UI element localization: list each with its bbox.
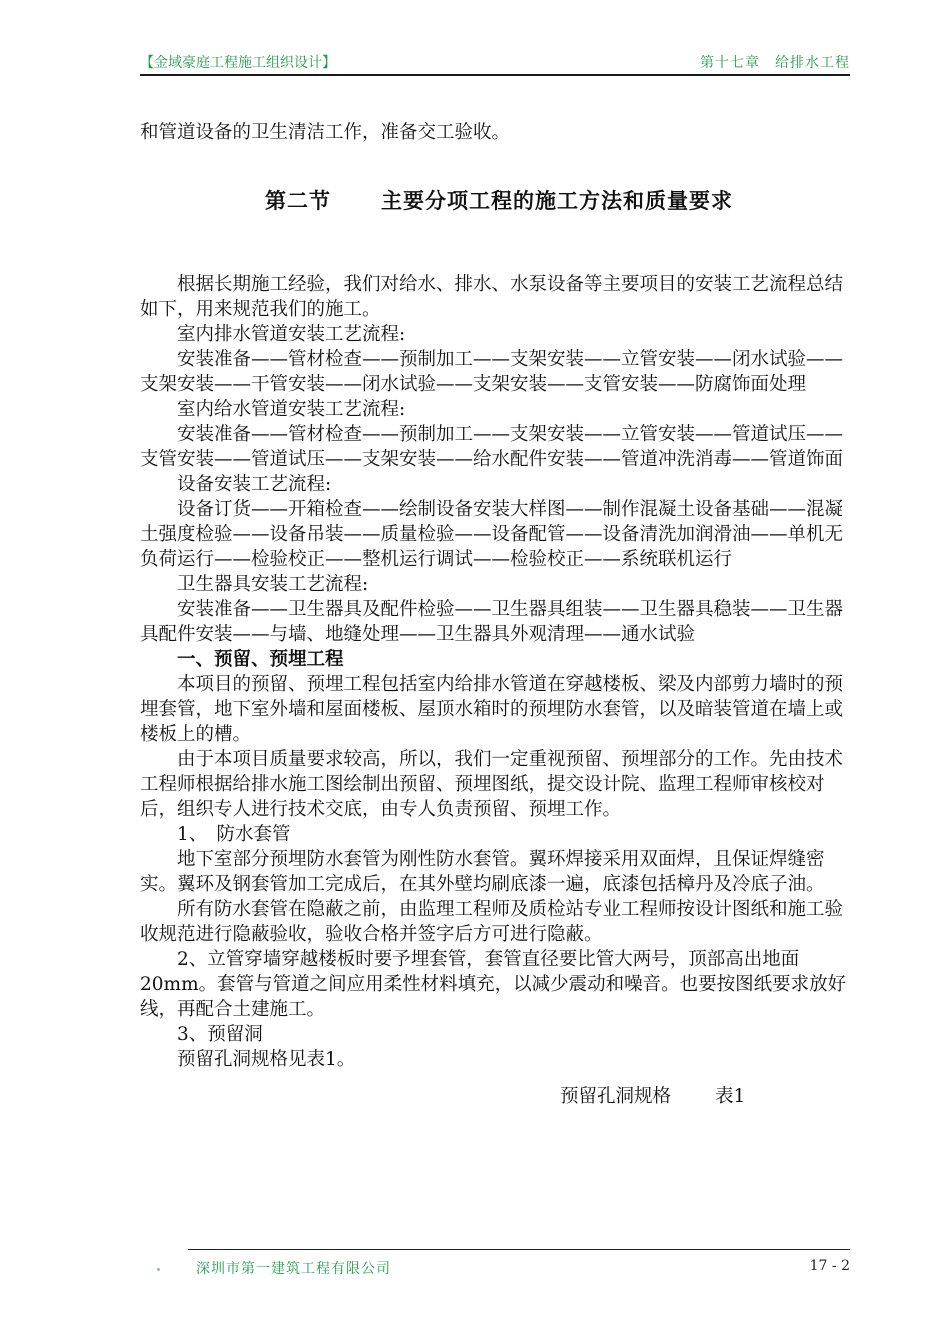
section-heading: 主要分项工程的施工方法和质量要求 <box>381 189 733 213</box>
equipment-flow-heading: 设备安装工艺流程: <box>177 474 332 495</box>
intro-line: 和管道设备的卫生清洁工作，准备交工验收。 <box>140 122 511 143</box>
paragraph-embedding-scope: 本项目的预留、预埋工程包括室内给排水管道在穿越楼板、梁及内部剪力墙时的预埋套管，地下室外墙和屋面楼板、屋顶水箱时的预埋防水套管，以及暗装管道在墙上或楼板上的槽。 <box>140 674 844 745</box>
document-body <box>140 120 858 1109</box>
section-title <box>140 189 858 214</box>
equipment-flow-text: 设备订货——开箱检查——绘制设备安装大样图——制作混凝土设备基础——混凝土强度检验——设备吊装——质量检验——设备配管——设备清洗加润滑油——单机无负荷运行——检验校正——整机运行调试——检验校正——系统联机运行 <box>140 499 844 570</box>
header-document-title: 【金域豪庭工程施工组织设计】 <box>140 55 336 71</box>
drain-flow-heading: 室内排水管道安装工艺流程: <box>177 324 406 345</box>
header-chapter-title: 第十七章 给排水工程 <box>700 55 850 71</box>
footer-dot-marker <box>157 1268 160 1271</box>
paragraph-riser-sleeve: 2、立管穿墙穿越楼板时要予埋套管，套管直径要比管大两号，顶部高出地面20mm。套管与管道之间应用柔性材料填充，以减少震动和噪音。也要按图纸要求放好线，再配合土建施工。 <box>140 949 847 1020</box>
subsection-title-embedding: 一、预留、预埋工程 <box>177 649 344 670</box>
table-caption <box>140 1084 858 1109</box>
drain-flow-text: 安装准备——管材检查——预制加工——支架安装——立管安装——闭水试验——支架安装——干管安装——闭水试验——支架安装——支管安装——防腐饰面处理 <box>140 349 844 395</box>
paragraph-sleeve-inspection: 所有防水套管在隐蔽之前，由监理工程师及质检站专业工程师按设计图纸和施工验收规范进行隐蔽验收，验收合格并签字后方可进行隐蔽。 <box>140 899 844 945</box>
paragraph-quality: 由于本项目质量要求较高，所以，我们一定重视预留、预埋部分的工作。先由技术工程师根据给排水施工图绘制出预留、预埋图纸，提交设计院、监理工程师审核校对后，组织专人进行技术交底，由专人负责预留、预埋工作。 <box>140 749 844 820</box>
paragraph-hole-spec: 预留孔洞规格见表1。 <box>177 1049 356 1070</box>
page-footer <box>188 1249 850 1280</box>
footer-page-number: 17 - 2 <box>809 1258 850 1274</box>
sanitary-flow-heading: 卫生器具安装工艺流程: <box>177 574 369 595</box>
table-caption-number: 表1 <box>715 1086 746 1107</box>
supply-flow-text: 安装准备——管材检查——预制加工——支架安装——立管安装——管道试压——支管安装——管道试压——支架安装——给水配件安装——管道冲洗消毒——管道饰面 <box>140 424 844 470</box>
supply-flow-heading: 室内给水管道安装工艺流程: <box>177 399 406 420</box>
paragraph-sleeve-detail: 地下室部分预埋防水套管为刚性防水套管。翼环焊接采用双面焊，且保证焊缝密实。翼环及钢套管加工完成后，在其外壁均刷底漆一遍，底漆包括樟丹及冷底子油。 <box>140 849 825 895</box>
paragraph-intro: 根据长期施工经验，我们对给水、排水、水泵设备等主要项目的安装工艺流程总结如下，用来规范我们的施工。 <box>140 274 844 320</box>
section-number: 第二节 <box>265 189 331 213</box>
footer-company: 深圳市第一建筑工程有限公司 <box>196 1261 391 1277</box>
page-header <box>140 52 850 76</box>
item-waterproof-sleeve: 1、 防水套管 <box>177 824 291 845</box>
item-reserved-hole: 3、预留洞 <box>177 1024 263 1045</box>
table-caption-title: 预留孔洞规格 <box>560 1086 672 1107</box>
sanitary-flow-text: 安装准备——卫生器具及配件检验——卫生器具组装——卫生器具稳装——卫生器具配件安装——与墙、地缝处理——卫生器具外观清理——通水试验 <box>140 599 844 645</box>
